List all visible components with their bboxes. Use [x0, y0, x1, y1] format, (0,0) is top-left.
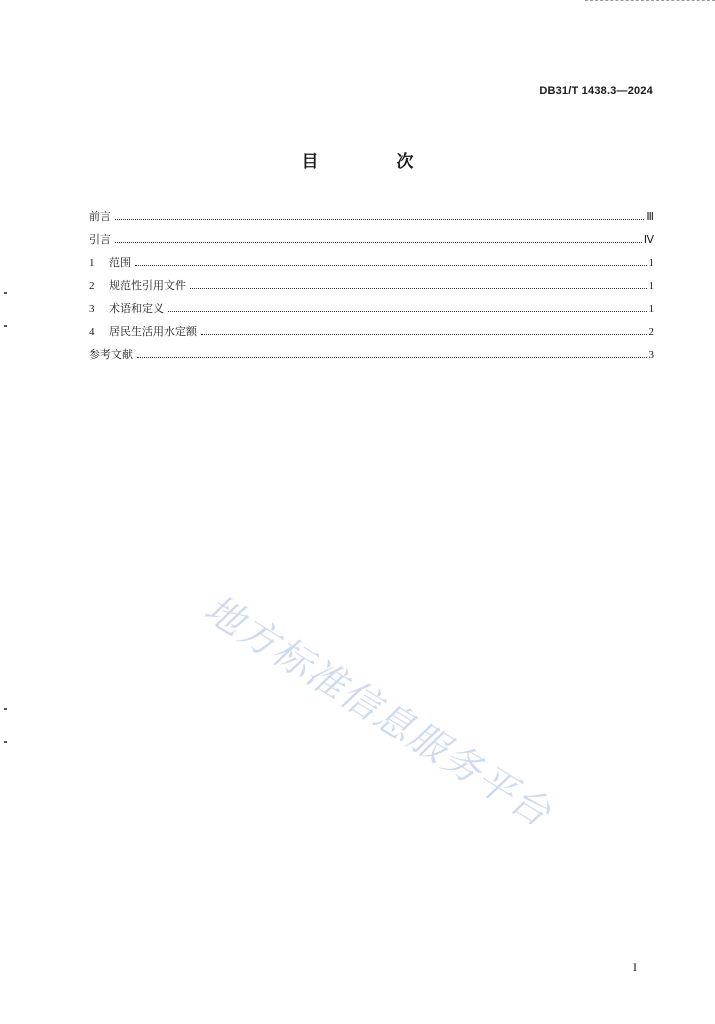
- toc-entry-label: 前言: [89, 210, 111, 223]
- top-edge-rule: [585, 0, 715, 3]
- toc-entry-number: 1: [89, 257, 95, 269]
- dot-leader: [135, 265, 647, 266]
- dot-leader: [115, 242, 642, 243]
- dot-leader: [168, 311, 647, 312]
- scan-edge-mark: [4, 741, 7, 743]
- toc-entry-label: 术语和定义: [109, 302, 164, 315]
- dot-leader: [137, 357, 647, 358]
- document-code: DB31/T 1438.3—2024: [539, 85, 653, 97]
- toc-entry-page: 2: [648, 326, 654, 338]
- scan-edge-mark: [4, 325, 7, 327]
- toc-entry-page: Ⅳ: [643, 234, 654, 246]
- watermark: 地方标准信息服务平台: [196, 586, 560, 836]
- toc-entry-page: 1: [648, 280, 654, 292]
- toc-entry-page: Ⅲ: [646, 211, 654, 223]
- page-title: 目 次: [301, 152, 450, 172]
- dot-leader: [190, 288, 647, 289]
- scan-edge-mark: [4, 292, 7, 294]
- toc-entry-label: 规范性引用文件: [109, 279, 186, 292]
- toc-entry-page: 3: [648, 349, 654, 361]
- scan-edge-mark: [4, 708, 7, 710]
- toc-entry-label: 居民生活用水定额: [109, 325, 197, 338]
- toc-entry-bibliography[interactable]: [89, 346, 654, 369]
- toc-entry-number: 2: [89, 280, 95, 292]
- toc-entry-number: 4: [89, 326, 95, 338]
- toc-entry-terms-definitions[interactable]: [89, 300, 654, 323]
- toc-entry-page: 1: [648, 257, 654, 269]
- table-of-contents: [89, 208, 654, 369]
- page-number: I: [633, 960, 637, 974]
- toc-entry-page: 1: [648, 303, 654, 315]
- toc-entry-foreword[interactable]: [89, 208, 654, 231]
- toc-entry-introduction[interactable]: [89, 231, 654, 254]
- dot-leader: [201, 334, 647, 335]
- toc-entry-scope[interactable]: [89, 254, 654, 277]
- toc-entry-label: 范围: [109, 256, 131, 269]
- toc-entry-water-quota[interactable]: [89, 323, 654, 346]
- dot-leader: [115, 219, 644, 220]
- toc-entry-label: 引言: [89, 233, 111, 246]
- toc-entry-number: 3: [89, 303, 95, 315]
- toc-entry-normative-references[interactable]: [89, 277, 654, 300]
- toc-entry-label: 参考文献: [89, 348, 133, 361]
